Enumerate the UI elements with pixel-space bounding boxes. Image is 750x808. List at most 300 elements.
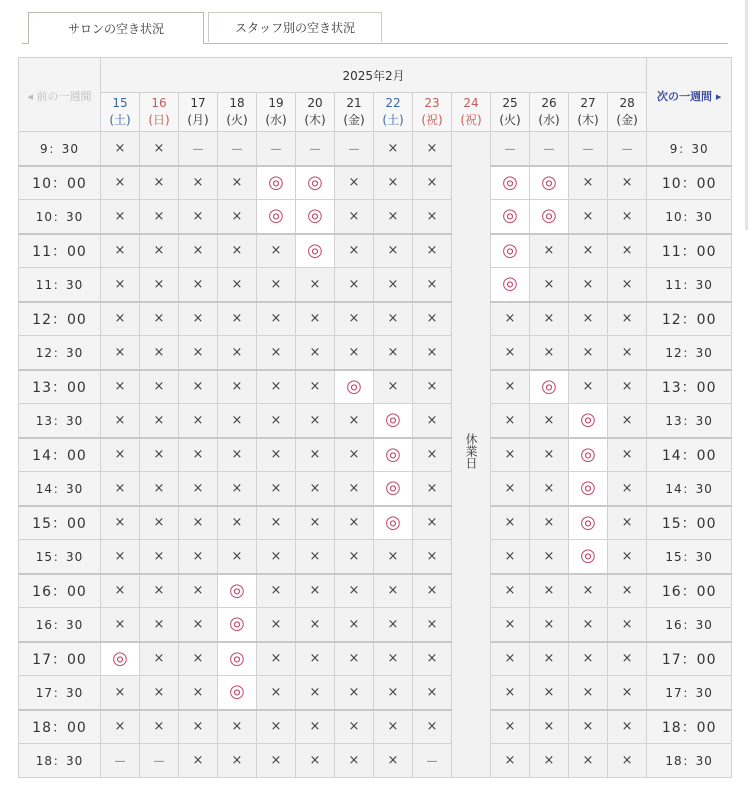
available-slot[interactable] <box>101 642 140 676</box>
slot-mark: ◎ <box>268 205 284 227</box>
unavailable-slot <box>335 234 374 268</box>
slot-mark: × <box>270 548 282 564</box>
available-slot[interactable] <box>218 676 257 710</box>
slot-mark: × <box>387 684 399 700</box>
available-slot[interactable] <box>296 200 335 234</box>
slot-mark: × <box>192 480 204 496</box>
slot-mark: × <box>621 379 633 395</box>
unavailable-slot <box>296 710 335 744</box>
unavailable-slot <box>179 574 218 608</box>
slot-mark: × <box>426 548 438 564</box>
day-weekday: (木) <box>304 113 326 127</box>
unavailable-slot <box>491 302 530 336</box>
slot-mark: × <box>192 379 204 395</box>
slot-mark: × <box>192 651 204 667</box>
unavailable-slot <box>140 676 179 710</box>
slot-mark: × <box>192 208 204 224</box>
unavailable-slot <box>374 608 413 642</box>
unavailable-slot <box>569 370 608 404</box>
unavailable-slot <box>296 438 335 472</box>
unavailable-slot <box>218 404 257 438</box>
tab-salon-availability[interactable]: サロンの空き状況 <box>28 12 204 44</box>
slot-mark: × <box>543 344 555 360</box>
slot-mark: × <box>270 412 282 428</box>
slot-mark: × <box>309 311 321 327</box>
slot-mark: × <box>348 412 360 428</box>
unavailable-slot <box>179 676 218 710</box>
slot-mark: × <box>543 583 555 599</box>
slot-mark: × <box>309 344 321 360</box>
unavailable-slot <box>218 302 257 336</box>
time-label-right: 17：30 <box>647 676 732 710</box>
day-header <box>608 93 647 132</box>
unavailable-slot <box>179 336 218 370</box>
slot-mark: × <box>543 753 555 768</box>
slot-mark: × <box>153 208 165 224</box>
unavailable-slot <box>569 166 608 200</box>
slot-mark: × <box>387 140 399 156</box>
unavailable-slot <box>179 642 218 676</box>
slot-mark: × <box>621 616 633 632</box>
day-weekday: (水) <box>265 113 287 127</box>
tab-staff-availability[interactable]: スタッフ別の空き状況 <box>208 12 382 42</box>
unavailable-slot <box>257 302 296 336</box>
slot-mark: ◎ <box>229 647 245 669</box>
unavailable-slot <box>296 370 335 404</box>
slot-mark: × <box>309 719 321 735</box>
unavailable-slot <box>569 676 608 710</box>
slot-mark: × <box>153 243 165 259</box>
slot-mark: ◎ <box>346 375 362 397</box>
unavailable-slot <box>296 608 335 642</box>
time-label-right: 10：30 <box>647 200 732 234</box>
day-header <box>335 93 374 132</box>
slot-mark: × <box>387 175 399 191</box>
unavailable-slot <box>335 336 374 370</box>
unavailable-slot <box>569 302 608 336</box>
unavailable-slot <box>608 200 647 234</box>
unavailable-slot <box>530 608 569 642</box>
slot-mark: × <box>231 447 243 463</box>
unavailable-slot <box>296 506 335 540</box>
unavailable-slot <box>530 404 569 438</box>
slot-mark: × <box>504 719 516 735</box>
slot-mark: ◎ <box>268 171 284 193</box>
available-slot[interactable] <box>491 234 530 268</box>
slot-mark: × <box>621 684 633 700</box>
available-slot[interactable] <box>218 608 257 642</box>
available-slot[interactable] <box>530 370 569 404</box>
slot-mark: × <box>348 208 360 224</box>
time-row <box>19 642 732 676</box>
scrollbar[interactable] <box>745 0 748 230</box>
slot-mark: × <box>231 412 243 428</box>
unavailable-slot <box>140 370 179 404</box>
unavailable-slot <box>218 370 257 404</box>
time-label: 10：00 <box>19 166 101 200</box>
slot-mark: × <box>582 719 594 735</box>
unavailable-slot <box>569 574 608 608</box>
slot-mark: × <box>309 515 321 531</box>
slot-mark: × <box>309 548 321 564</box>
unavailable-slot <box>335 608 374 642</box>
slot-mark: × <box>387 616 399 632</box>
unavailable-slot <box>569 710 608 744</box>
available-slot[interactable] <box>569 540 608 574</box>
slot-mark: × <box>504 311 516 327</box>
slot-mark: × <box>387 548 399 564</box>
slot-mark: × <box>270 753 282 768</box>
day-header <box>101 93 140 132</box>
slot-mark: × <box>231 719 243 735</box>
unavailable-slot <box>530 642 569 676</box>
unavailable-slot <box>179 540 218 574</box>
slot-mark: × <box>114 480 126 496</box>
day-number: 16 <box>151 96 167 110</box>
unavailable-slot <box>374 370 413 404</box>
closed-label: 休業日 <box>464 433 478 469</box>
slot-mark: × <box>543 243 555 259</box>
slot-mark: × <box>153 276 165 292</box>
unavailable-slot <box>413 438 452 472</box>
slot-mark: ◎ <box>385 511 401 533</box>
slot-mark: × <box>621 583 633 599</box>
slot-mark: × <box>621 753 633 768</box>
slot-mark: × <box>270 719 282 735</box>
time-label: 13：00 <box>19 370 101 404</box>
unavailable-slot <box>296 676 335 710</box>
day-header <box>374 93 413 132</box>
unavailable-slot <box>101 608 140 642</box>
slot-mark: × <box>231 753 243 768</box>
slot-mark: × <box>114 412 126 428</box>
slot-mark: × <box>348 344 360 360</box>
unavailable-slot <box>608 268 647 302</box>
slot-mark: × <box>582 616 594 632</box>
unavailable-slot <box>413 336 452 370</box>
slot-mark: × <box>153 583 165 599</box>
slot-mark: ◎ <box>385 409 401 431</box>
slot-mark: × <box>621 651 633 667</box>
day-number: 22 <box>385 96 401 110</box>
day-header <box>296 93 335 132</box>
time-label: 18：00 <box>19 710 101 744</box>
slot-mark: × <box>348 616 360 632</box>
slot-mark: × <box>231 276 243 292</box>
slot-mark: × <box>387 276 399 292</box>
slot-mark: × <box>270 447 282 463</box>
day-number: 15 <box>112 96 128 110</box>
slot-mark: × <box>309 480 321 496</box>
unavailable-slot <box>374 574 413 608</box>
unavailable-slot <box>140 710 179 744</box>
unavailable-slot <box>296 540 335 574</box>
unavailable-slot <box>296 268 335 302</box>
slot-mark: × <box>153 175 165 191</box>
unavailable-slot <box>257 268 296 302</box>
na-slot <box>530 132 569 166</box>
unavailable-slot <box>179 200 218 234</box>
unavailable-slot <box>335 710 374 744</box>
slot-mark: × <box>426 276 438 292</box>
na-slot <box>218 132 257 166</box>
slot-mark: × <box>387 311 399 327</box>
time-label-right: 18：30 <box>647 744 732 778</box>
slot-mark: × <box>270 344 282 360</box>
slot-mark: × <box>114 311 126 327</box>
slot-mark: × <box>270 515 282 531</box>
unavailable-slot <box>218 540 257 574</box>
unavailable-slot <box>218 166 257 200</box>
unavailable-slot <box>608 608 647 642</box>
unavailable-slot <box>257 472 296 506</box>
unavailable-slot <box>101 200 140 234</box>
available-slot[interactable] <box>530 166 569 200</box>
available-slot[interactable] <box>569 438 608 472</box>
unavailable-slot <box>335 540 374 574</box>
slot-mark: × <box>114 616 126 632</box>
unavailable-slot <box>335 472 374 506</box>
unavailable-slot <box>335 744 374 778</box>
next-week-link[interactable] <box>647 58 732 132</box>
slot-mark: × <box>192 515 204 531</box>
slot-mark: ◎ <box>229 681 245 703</box>
unavailable-slot <box>608 336 647 370</box>
unavailable-slot <box>530 438 569 472</box>
day-header <box>218 93 257 132</box>
unavailable-slot <box>608 642 647 676</box>
unavailable-slot <box>374 710 413 744</box>
unavailable-slot <box>179 744 218 778</box>
slot-mark: × <box>582 344 594 360</box>
unavailable-slot <box>608 370 647 404</box>
available-slot[interactable] <box>491 200 530 234</box>
slot-mark: － <box>425 755 439 770</box>
slot-mark: × <box>504 344 516 360</box>
slot-mark: × <box>387 379 399 395</box>
unavailable-slot <box>608 710 647 744</box>
unavailable-slot <box>413 132 452 166</box>
available-slot[interactable] <box>257 166 296 200</box>
unavailable-slot <box>608 744 647 778</box>
na-slot <box>413 744 452 778</box>
time-label-right: 10：00 <box>647 166 732 200</box>
slot-mark: × <box>153 616 165 632</box>
unavailable-slot <box>257 676 296 710</box>
slot-mark: × <box>543 515 555 531</box>
slot-mark: － <box>581 142 595 158</box>
time-label-right: 13：00 <box>647 370 732 404</box>
slot-mark: × <box>348 480 360 496</box>
slot-mark: × <box>426 175 438 191</box>
unavailable-slot <box>374 744 413 778</box>
unavailable-slot <box>218 710 257 744</box>
slot-mark: × <box>192 447 204 463</box>
unavailable-slot <box>530 472 569 506</box>
slot-mark: × <box>426 311 438 327</box>
slot-mark: × <box>192 243 204 259</box>
slot-mark: × <box>543 684 555 700</box>
unavailable-slot <box>296 404 335 438</box>
available-slot[interactable] <box>374 438 413 472</box>
unavailable-slot <box>530 302 569 336</box>
available-slot[interactable] <box>569 472 608 506</box>
unavailable-slot <box>101 268 140 302</box>
slot-mark: × <box>504 753 516 768</box>
available-slot[interactable] <box>569 506 608 540</box>
slot-mark: × <box>192 412 204 428</box>
available-slot[interactable] <box>569 404 608 438</box>
slot-mark: × <box>114 447 126 463</box>
slot-mark: × <box>153 311 165 327</box>
slot-mark: × <box>114 276 126 292</box>
unavailable-slot <box>335 268 374 302</box>
time-label: 10：30 <box>19 200 101 234</box>
day-number: 27 <box>580 96 596 110</box>
unavailable-slot <box>374 336 413 370</box>
slot-mark: × <box>231 515 243 531</box>
slot-mark: × <box>348 719 360 735</box>
slot-mark: × <box>504 379 516 395</box>
slot-mark: × <box>231 243 243 259</box>
available-slot[interactable] <box>296 234 335 268</box>
available-slot[interactable] <box>296 166 335 200</box>
slot-mark: ◎ <box>112 647 128 669</box>
unavailable-slot <box>101 370 140 404</box>
unavailable-slot <box>218 336 257 370</box>
slot-mark: × <box>114 243 126 259</box>
unavailable-slot <box>140 200 179 234</box>
slot-mark: × <box>387 719 399 735</box>
unavailable-slot <box>569 234 608 268</box>
unavailable-slot <box>335 574 374 608</box>
slot-mark: × <box>621 311 633 327</box>
slot-mark: × <box>309 753 321 768</box>
time-label: 11：30 <box>19 268 101 302</box>
slot-mark: × <box>114 208 126 224</box>
day-header <box>452 93 491 132</box>
slot-mark: ◎ <box>229 613 245 635</box>
slot-mark: × <box>348 548 360 564</box>
closed-day-cell <box>452 132 491 778</box>
day-number: 18 <box>229 96 245 110</box>
slot-mark: × <box>426 719 438 735</box>
slot-mark: × <box>153 480 165 496</box>
unavailable-slot <box>179 608 218 642</box>
unavailable-slot <box>140 472 179 506</box>
slot-mark: × <box>582 175 594 191</box>
unavailable-slot <box>530 234 569 268</box>
slot-mark: － <box>503 142 517 158</box>
available-slot[interactable] <box>374 506 413 540</box>
unavailable-slot <box>374 234 413 268</box>
slot-mark: ◎ <box>229 579 245 601</box>
time-label-right: 12：00 <box>647 302 732 336</box>
available-slot[interactable] <box>491 166 530 200</box>
time-label: 12：30 <box>19 336 101 370</box>
na-slot <box>608 132 647 166</box>
time-row <box>19 200 732 234</box>
slot-mark: × <box>504 412 516 428</box>
time-row <box>19 506 732 540</box>
slot-mark: × <box>543 311 555 327</box>
available-slot[interactable] <box>491 268 530 302</box>
unavailable-slot <box>101 404 140 438</box>
unavailable-slot <box>491 540 530 574</box>
slot-mark: × <box>348 753 360 768</box>
unavailable-slot <box>491 710 530 744</box>
slot-mark: × <box>153 140 165 156</box>
time-row <box>19 166 732 200</box>
day-header <box>569 93 608 132</box>
slot-mark: ◎ <box>502 171 518 193</box>
slot-mark: × <box>114 548 126 564</box>
slot-mark: × <box>426 616 438 632</box>
available-slot[interactable] <box>257 200 296 234</box>
slot-mark: × <box>114 684 126 700</box>
slot-mark: － <box>347 142 361 158</box>
available-slot[interactable] <box>530 200 569 234</box>
unavailable-slot <box>140 506 179 540</box>
slot-mark: × <box>192 719 204 735</box>
time-label-right: 14：30 <box>647 472 732 506</box>
unavailable-slot <box>413 268 452 302</box>
slot-mark: × <box>504 447 516 463</box>
slot-mark: × <box>270 684 282 700</box>
unavailable-slot <box>491 744 530 778</box>
unavailable-slot <box>335 676 374 710</box>
slot-mark: × <box>153 412 165 428</box>
unavailable-slot <box>101 438 140 472</box>
time-label: 16：00 <box>19 574 101 608</box>
prev-week-link[interactable] <box>19 58 101 132</box>
unavailable-slot <box>101 472 140 506</box>
unavailable-slot <box>179 472 218 506</box>
available-slot[interactable] <box>335 370 374 404</box>
na-slot <box>491 132 530 166</box>
slot-mark: － <box>191 142 205 158</box>
unavailable-slot <box>413 472 452 506</box>
slot-mark: × <box>270 616 282 632</box>
unavailable-slot <box>179 404 218 438</box>
slot-mark: × <box>543 412 555 428</box>
slot-mark: × <box>192 548 204 564</box>
slot-mark: × <box>192 684 204 700</box>
unavailable-slot <box>374 166 413 200</box>
available-slot[interactable] <box>374 404 413 438</box>
slot-mark: × <box>153 379 165 395</box>
unavailable-slot <box>530 540 569 574</box>
unavailable-slot <box>608 166 647 200</box>
slot-mark: × <box>582 651 594 667</box>
available-slot[interactable] <box>218 642 257 676</box>
time-label-right: 17：00 <box>647 642 732 676</box>
unavailable-slot <box>413 200 452 234</box>
slot-mark: × <box>426 208 438 224</box>
unavailable-slot <box>140 608 179 642</box>
unavailable-slot <box>257 234 296 268</box>
available-slot[interactable] <box>374 472 413 506</box>
slot-mark: × <box>582 311 594 327</box>
unavailable-slot <box>413 676 452 710</box>
slot-mark: × <box>231 311 243 327</box>
slot-mark: － <box>113 755 127 770</box>
unavailable-slot <box>608 574 647 608</box>
time-label-right: 9：30 <box>647 132 732 166</box>
time-row <box>19 234 732 268</box>
day-number: 21 <box>346 96 362 110</box>
available-slot[interactable] <box>218 574 257 608</box>
